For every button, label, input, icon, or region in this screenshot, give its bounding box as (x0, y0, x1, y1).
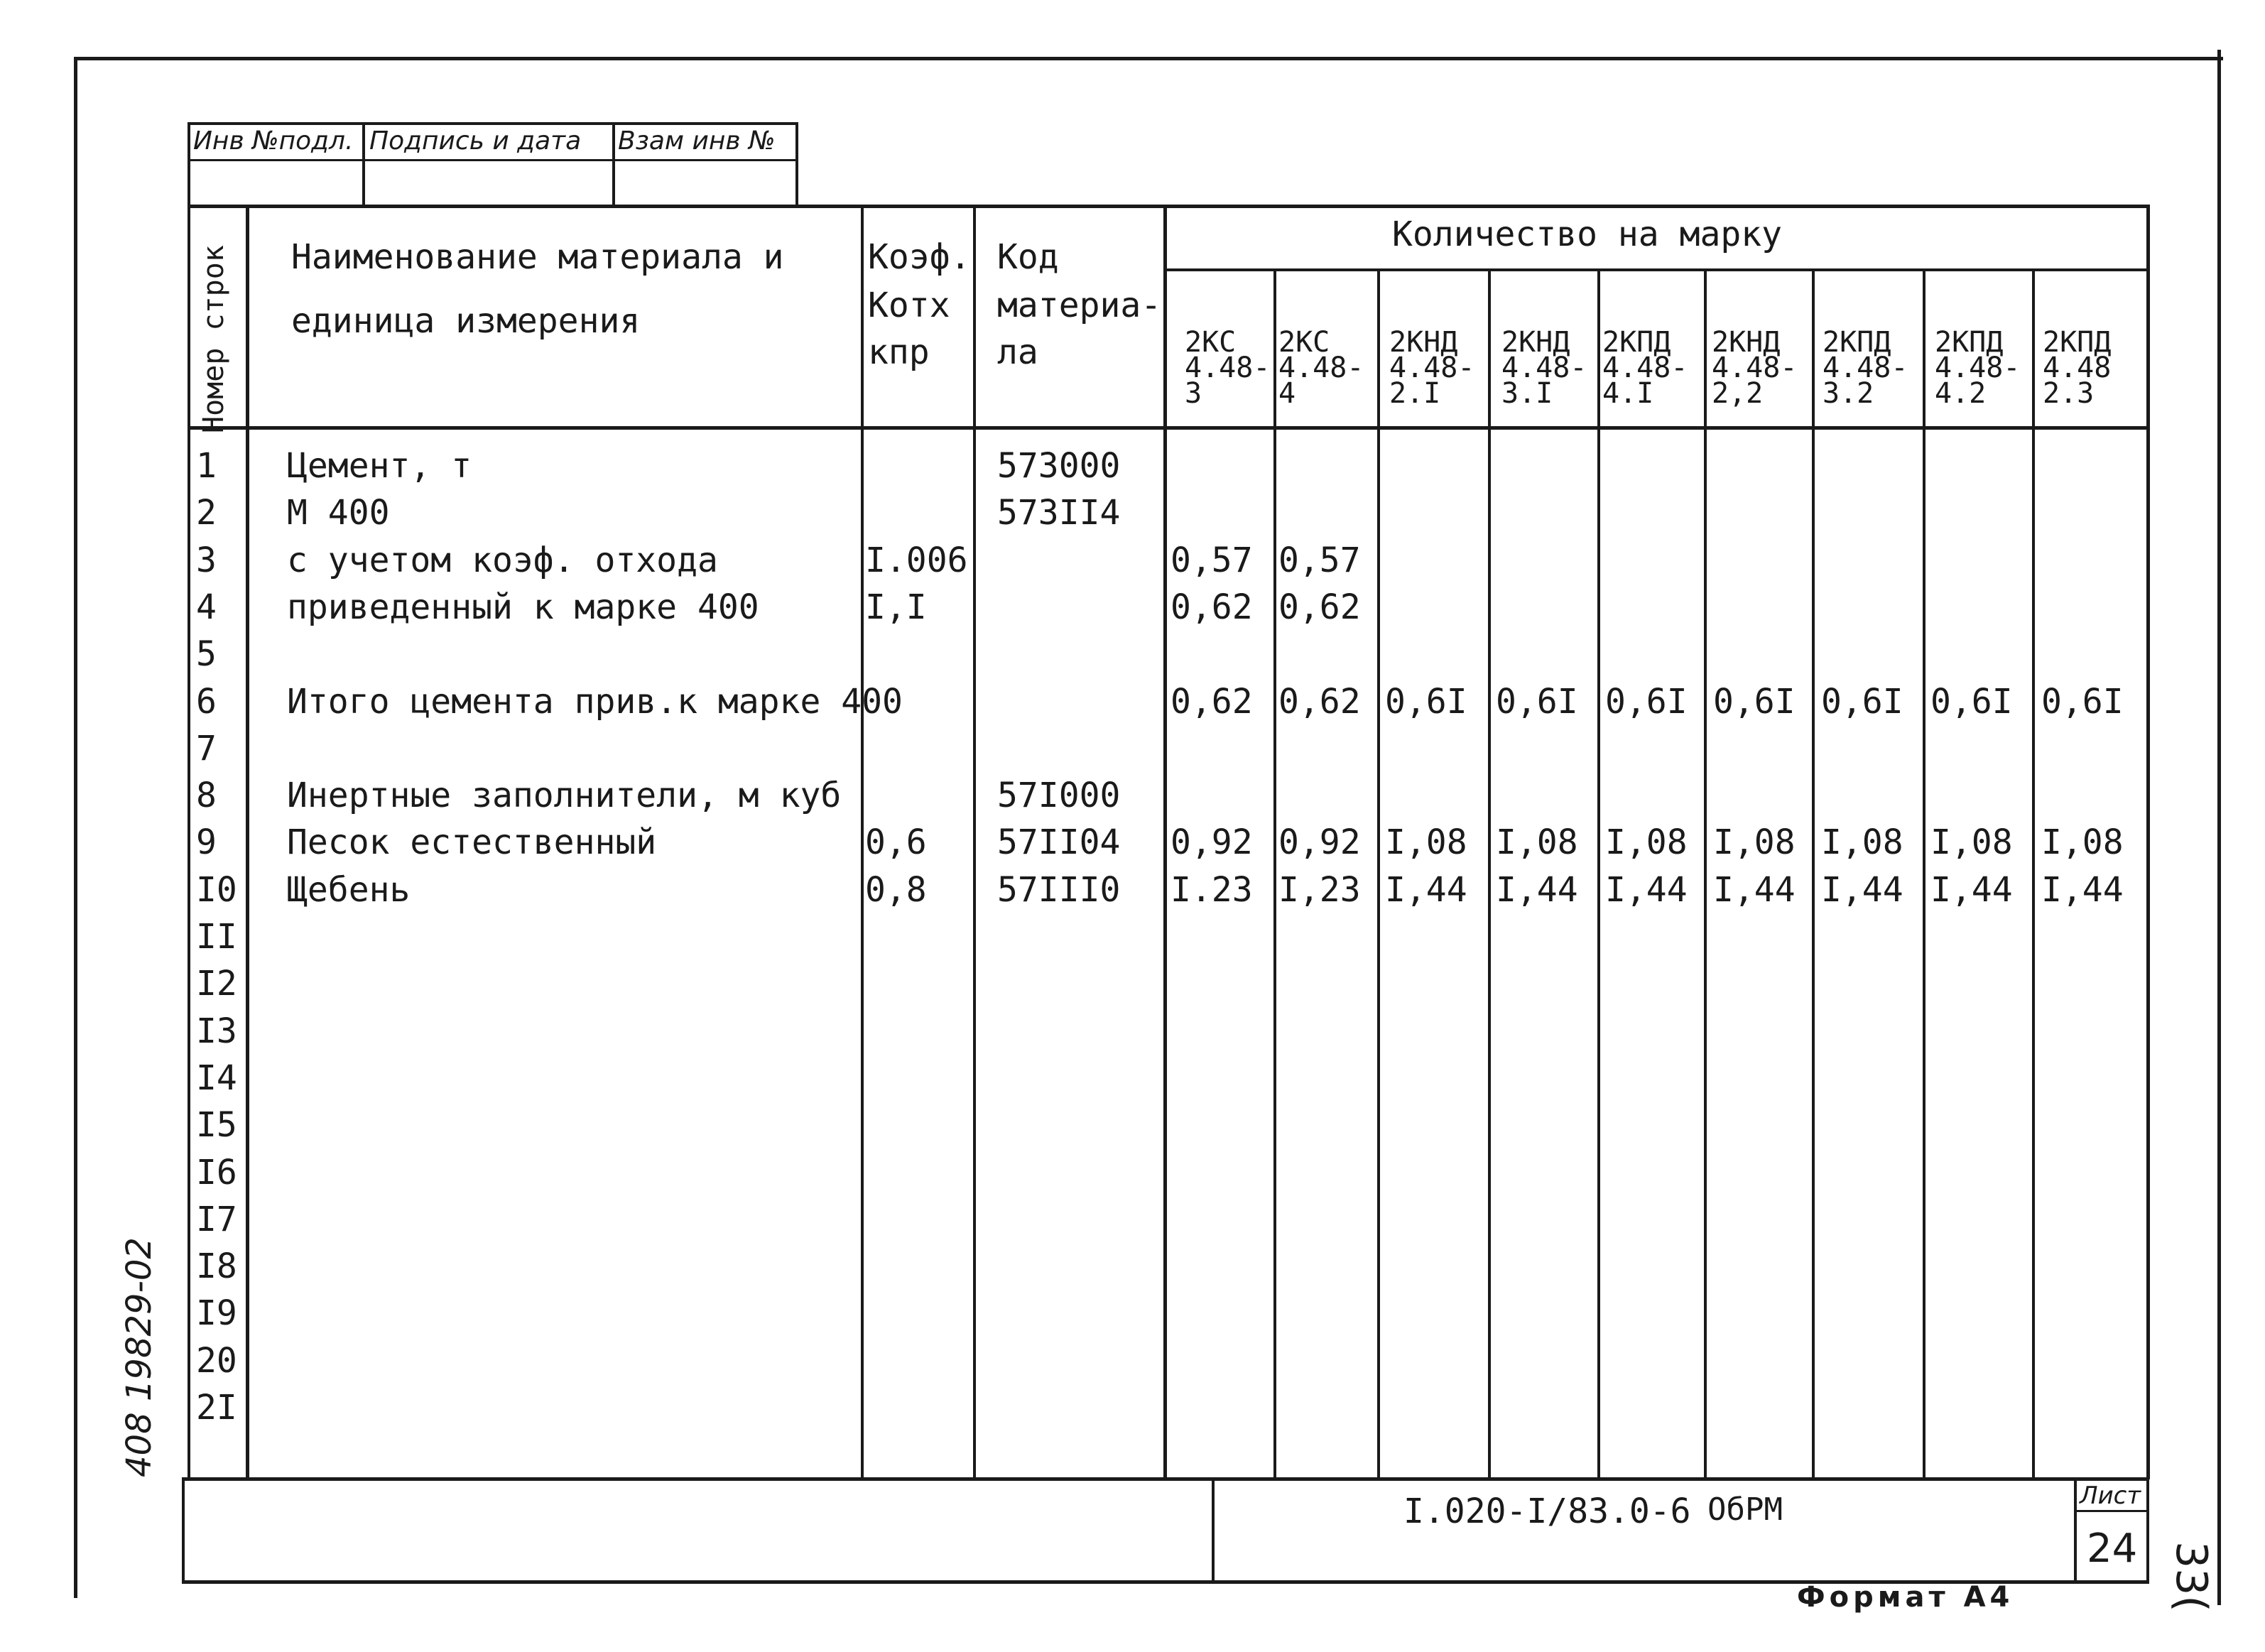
row-number: I2 (196, 964, 237, 1004)
quantity-value: 0,92 (1170, 822, 1253, 862)
quantity-value: 0,62 (1278, 587, 1361, 627)
header-code-line2: материа- (997, 286, 1162, 325)
side-number: 33( (2166, 1541, 2216, 1612)
row-number: I6 (196, 1153, 237, 1192)
row-number: I7 (196, 1200, 237, 1239)
row-number: 2I (196, 1388, 237, 1428)
row-number: 9 (196, 822, 217, 862)
column-header: 2КПД 4.48- 3.2 (1823, 326, 1908, 410)
material-code: 57III0 (997, 870, 1121, 910)
quantity-value: 0,57 (1170, 540, 1253, 580)
quantity-value: 0,6I (1605, 682, 1688, 722)
material-name: с учетом коэф. отхода (287, 540, 718, 580)
quantity-value: I,08 (2041, 822, 2124, 862)
row-number: 7 (196, 729, 217, 768)
quantity-value: I,08 (1713, 822, 1796, 862)
row-number: I4 (196, 1058, 237, 1098)
header-coef-line2: Котх (868, 286, 950, 325)
column-header: 2КПД 4.48 2.3 (2043, 326, 2112, 410)
row-number: I5 (196, 1105, 237, 1145)
frame-left (74, 57, 77, 1598)
quantity-value: I,44 (1385, 870, 1467, 910)
header-material-line2: единица измерения (291, 301, 641, 341)
coefficient: 0,8 (865, 870, 927, 910)
material-name: Щебень (287, 870, 411, 910)
quantity-value: 0,62 (1170, 587, 1253, 627)
row-number: 3 (196, 540, 217, 580)
row-number: 1 (196, 446, 217, 486)
material-name: Песок естественный (287, 822, 657, 862)
quantity-value: 0,62 (1278, 682, 1361, 722)
stamp-inv-label: Инв №подл. (193, 126, 354, 156)
column-header: 2КНД 4.48- 3.I (1501, 326, 1587, 410)
coefficient: I,I (865, 587, 927, 627)
quantity-value: I,08 (1821, 822, 1903, 862)
material-name: Итого цемента прив.к марке 400 (287, 682, 903, 722)
margin-note: 408 19829-02 (119, 1237, 159, 1477)
quantity-value: 0,6I (1713, 682, 1796, 722)
material-name: Инертные заполнители, м куб (287, 776, 842, 815)
column-header: 2КНД 4.48- 2,2 (1712, 326, 1798, 410)
quantity-value: I,44 (1605, 870, 1688, 910)
row-number: I9 (196, 1293, 237, 1333)
material-name: приведенный к марке 400 (287, 587, 759, 627)
row-number: 4 (196, 587, 217, 627)
row-number: 5 (196, 634, 217, 674)
material-code: 57I000 (997, 776, 1121, 815)
quantity-value: I,23 (1278, 870, 1361, 910)
row-number: 6 (196, 682, 217, 722)
sheet-number: 24 (2087, 1526, 2138, 1572)
material-name: М 400 (287, 493, 390, 533)
header-row-no: Номер строк (197, 245, 230, 433)
quantity-value: 0,6I (1496, 682, 1578, 722)
row-number: I8 (196, 1246, 237, 1286)
material-code: 573000 (997, 446, 1121, 486)
quantity-value: 0,6I (1821, 682, 1903, 722)
quantity-value: 0,57 (1278, 540, 1361, 580)
quantity-value: 0,62 (1170, 682, 1253, 722)
format-label: Формат А4 (1797, 1581, 2014, 1614)
row-number: 8 (196, 776, 217, 815)
quantity-value: 0,6I (2041, 682, 2124, 722)
column-header: 2КС 4.48- 4 (1278, 326, 1364, 410)
doc-type: ОбРМ (1707, 1491, 1783, 1528)
coefficient: I.006 (865, 540, 968, 580)
row-number: I0 (196, 870, 237, 910)
header-code-line3: ла (997, 332, 1038, 372)
column-header: 2КНД 4.48- 2.I (1389, 326, 1475, 410)
header-code-line1: Код (997, 237, 1059, 277)
column-header: 2КПД 4.48- 4.I (1602, 326, 1688, 410)
material-code: 57II04 (997, 822, 1121, 862)
column-header: 2КС 4.48- 3 (1185, 326, 1271, 410)
quantity-value: I,08 (1496, 822, 1578, 862)
quantity-value: I,44 (1821, 870, 1903, 910)
frame-right (2217, 50, 2221, 1605)
quantity-value: I,44 (1496, 870, 1578, 910)
row-number: II (196, 917, 237, 957)
frame-top (74, 57, 2223, 60)
row-number: 2 (196, 493, 217, 533)
material-code: 573II4 (997, 493, 1121, 533)
header-quantity: Количество на марку (1392, 214, 1783, 254)
quantity-value: I,08 (1930, 822, 2013, 862)
coefficient: 0,6 (865, 822, 927, 862)
quantity-value: I,44 (2041, 870, 2124, 910)
quantity-value: 0,6I (1930, 682, 2013, 722)
quantity-value: I.23 (1170, 870, 1253, 910)
stamp-replace-inv-label: Взам инв № (618, 126, 776, 156)
quantity-value: 0,6I (1385, 682, 1467, 722)
row-number: 20 (196, 1341, 237, 1381)
quantity-value: I,44 (1930, 870, 2013, 910)
material-name: Цемент, т (287, 446, 472, 486)
doc-code: I.020-I/83.0-6 (1403, 1491, 1691, 1531)
quantity-value: I,08 (1385, 822, 1467, 862)
header-material-line1: Наименование материала и (291, 237, 784, 277)
row-number: I3 (196, 1011, 237, 1051)
quantity-value: I,44 (1713, 870, 1796, 910)
stamp-sign-date-label: Подпись и дата (369, 126, 582, 156)
sheet-label: Лист (2080, 1482, 2141, 1510)
quantity-value: 0,92 (1278, 822, 1361, 862)
header-coef-line3: кпр (868, 332, 930, 372)
quantity-value: I,08 (1605, 822, 1688, 862)
header-coef-line1: Коэф. (868, 237, 971, 277)
column-header: 2КПД 4.48- 4.2 (1935, 326, 2021, 410)
